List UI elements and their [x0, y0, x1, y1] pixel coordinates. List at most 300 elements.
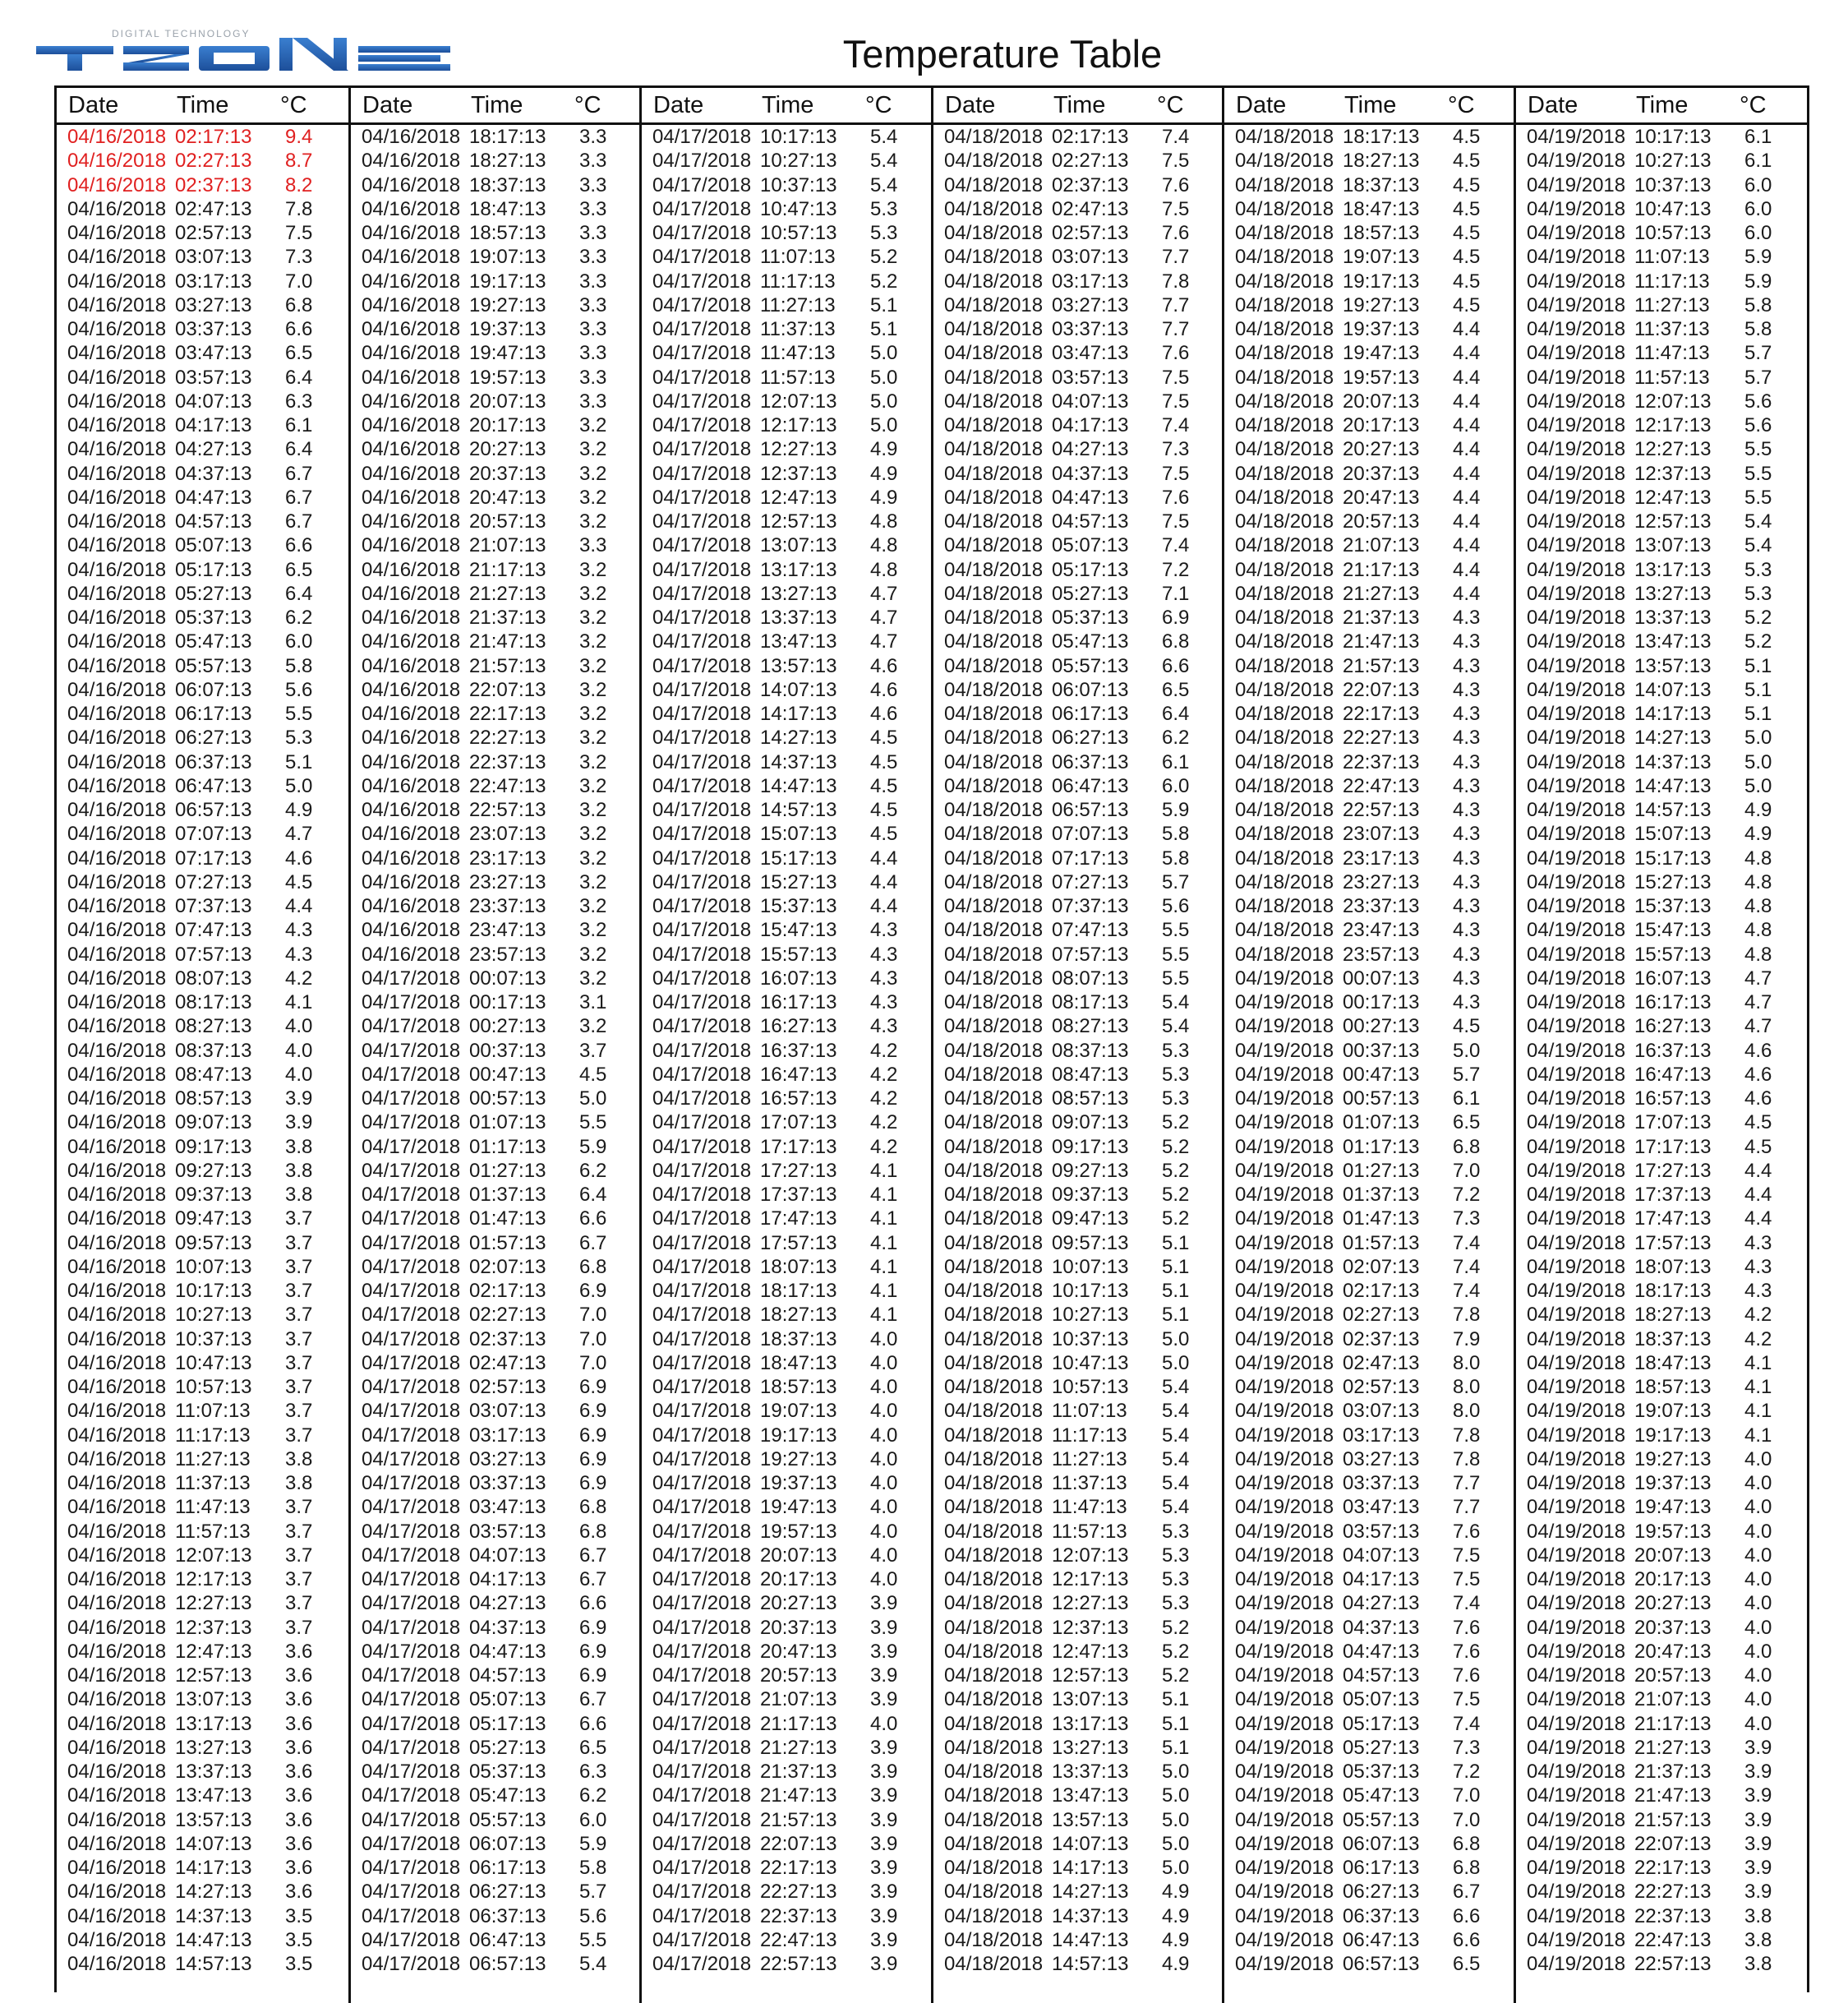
cell-date: 04/19/2018 — [1527, 150, 1626, 173]
cell-temp: 3.3 — [579, 246, 607, 269]
cell-date: 04/19/2018 — [1235, 1231, 1334, 1254]
cell-temp: 3.2 — [579, 1015, 607, 1038]
cell-time: 14:57:13 — [760, 799, 837, 821]
cell-date: 04/17/2018 — [652, 462, 752, 485]
cell-time: 19:07:13 — [760, 1400, 837, 1423]
table-row — [1516, 1640, 1807, 1664]
table-row — [933, 1110, 1223, 1134]
cell-date: 04/16/2018 — [67, 703, 167, 725]
cell-date: 04/19/2018 — [1235, 1664, 1334, 1687]
cell-temp: 4.2 — [870, 1039, 898, 1062]
table-row — [1516, 1567, 1807, 1591]
table-row — [1224, 822, 1514, 846]
cell-date: 04/16/2018 — [67, 823, 167, 846]
cell-date: 04/18/2018 — [1235, 126, 1334, 148]
table-row — [933, 1520, 1223, 1544]
cell-date: 04/16/2018 — [67, 1881, 167, 1904]
cell-date: 04/16/2018 — [67, 991, 167, 1013]
table-row — [933, 1784, 1223, 1807]
cell-date: 04/16/2018 — [67, 1400, 167, 1423]
cell-time: 14:57:13 — [1052, 1953, 1129, 1975]
cell-temp: 3.8 — [285, 1472, 313, 1494]
cell-time: 22:57:13 — [469, 799, 546, 821]
cell-date: 04/16/2018 — [67, 870, 167, 893]
table-row — [351, 1327, 640, 1351]
cell-date: 04/18/2018 — [944, 1255, 1044, 1278]
table-row — [642, 1591, 931, 1615]
cell-date: 04/17/2018 — [652, 1808, 752, 1831]
table-row — [57, 1471, 348, 1495]
cell-date: 04/16/2018 — [67, 1159, 167, 1182]
table-row — [57, 125, 348, 149]
cell-time: 01:27:13 — [1343, 1159, 1420, 1182]
cell-time: 06:37:13 — [1052, 750, 1129, 773]
cell-temp: 5.3 — [1744, 582, 1772, 605]
cell-temp: 7.6 — [1453, 1640, 1481, 1663]
table-row — [933, 750, 1223, 774]
cell-time: 07:57:13 — [1052, 943, 1129, 966]
cell-time: 04:57:13 — [1052, 510, 1129, 533]
cell-temp: 7.6 — [1453, 1664, 1481, 1687]
cell-date: 04/19/2018 — [1527, 654, 1626, 677]
cell-date: 04/16/2018 — [362, 607, 461, 629]
cell-time: 07:47:13 — [175, 919, 252, 942]
cell-temp: 3.6 — [285, 1712, 313, 1735]
cell-temp: 3.2 — [579, 895, 607, 917]
cell-temp: 7.4 — [1453, 1280, 1481, 1302]
cell-temp: 3.3 — [579, 318, 607, 340]
header-time: Time — [471, 92, 523, 118]
cell-time: 19:37:13 — [1343, 318, 1420, 340]
table-row — [1224, 967, 1514, 990]
cell-time: 19:47:13 — [1634, 1496, 1712, 1519]
cell-time: 20:17:13 — [1343, 414, 1420, 436]
table-row — [57, 967, 348, 990]
table-row — [1516, 1616, 1807, 1640]
table-row — [642, 1303, 931, 1327]
cell-date: 04/19/2018 — [1235, 967, 1334, 990]
cell-time: 04:37:13 — [1343, 1616, 1420, 1639]
table-row — [351, 702, 640, 726]
cell-time: 14:47:13 — [760, 774, 837, 797]
table-row — [351, 1591, 640, 1615]
cell-date: 04/18/2018 — [944, 414, 1044, 436]
table-row — [1516, 1495, 1807, 1519]
cell-time: 19:57:13 — [469, 366, 546, 389]
table-row — [57, 221, 348, 245]
cell-time: 14:27:13 — [1052, 1881, 1129, 1904]
cell-date: 04/17/2018 — [652, 1231, 752, 1254]
table-row — [351, 1616, 640, 1640]
table-row — [57, 1014, 348, 1038]
cell-time: 23:17:13 — [1343, 847, 1420, 870]
cell-time: 19:37:13 — [760, 1472, 837, 1494]
cell-time: 03:07:13 — [469, 1400, 546, 1423]
cell-date: 04/17/2018 — [362, 1664, 461, 1687]
cell-temp: 6.7 — [285, 510, 313, 533]
cell-temp: 4.3 — [1744, 1280, 1772, 1302]
cell-time: 04:37:13 — [469, 1616, 546, 1639]
cell-date: 04/17/2018 — [362, 1424, 461, 1447]
cell-temp: 4.5 — [1744, 1135, 1772, 1158]
cell-temp: 6.7 — [579, 1231, 607, 1254]
table-row — [933, 1567, 1223, 1591]
table-row — [351, 1183, 640, 1207]
cell-date: 04/17/2018 — [652, 727, 752, 750]
table-row — [933, 197, 1223, 221]
cell-date: 04/17/2018 — [652, 1327, 752, 1350]
table-row — [642, 967, 931, 990]
cell-time: 20:17:13 — [1634, 1568, 1712, 1590]
cell-date: 04/16/2018 — [362, 847, 461, 870]
table-row — [351, 1495, 640, 1519]
cell-time: 22:47:13 — [760, 1928, 837, 1951]
table-row — [57, 197, 348, 221]
cell-temp: 4.3 — [1453, 870, 1481, 893]
cell-temp: 3.2 — [579, 558, 607, 581]
cell-time: 17:27:13 — [760, 1159, 837, 1182]
table-row — [351, 870, 640, 894]
cell-temp: 5.3 — [870, 222, 898, 244]
cell-time: 12:17:13 — [1634, 414, 1712, 436]
cell-time: 05:57:13 — [1052, 654, 1129, 677]
cell-time: 06:47:13 — [1343, 1928, 1420, 1951]
table-row — [1516, 1159, 1807, 1183]
table-row — [1224, 1014, 1514, 1038]
table-row — [933, 1255, 1223, 1279]
cell-time: 06:47:13 — [175, 774, 252, 797]
cell-time: 04:17:13 — [1343, 1568, 1420, 1590]
cell-time: 02:17:13 — [469, 1280, 546, 1302]
cell-temp: 4.9 — [1744, 799, 1772, 821]
cell-date: 04/19/2018 — [1527, 991, 1626, 1013]
cell-date: 04/18/2018 — [1235, 150, 1334, 173]
cell-date: 04/16/2018 — [362, 173, 461, 196]
cell-date: 04/17/2018 — [362, 1592, 461, 1615]
table-row — [933, 1712, 1223, 1736]
cell-temp: 4.4 — [1453, 558, 1481, 581]
cell-date: 04/18/2018 — [1235, 870, 1334, 893]
cell-temp: 7.4 — [1453, 1592, 1481, 1615]
cell-temp: 3.8 — [285, 1159, 313, 1182]
table-row — [57, 1832, 348, 1856]
table-row — [1224, 245, 1514, 269]
cell-temp: 5.8 — [1744, 293, 1772, 316]
cell-time: 00:57:13 — [1343, 1087, 1420, 1110]
cell-time: 03:37:13 — [469, 1472, 546, 1494]
cell-date: 04/18/2018 — [944, 1280, 1044, 1302]
cell-time: 19:57:13 — [1634, 1520, 1712, 1543]
table-row — [57, 1039, 348, 1063]
table-row — [642, 1712, 931, 1736]
cell-temp: 6.2 — [1162, 727, 1190, 750]
table-row — [57, 822, 348, 846]
table-row — [351, 582, 640, 606]
table-row — [1224, 1135, 1514, 1159]
table-row — [57, 702, 348, 726]
cell-temp: 4.5 — [1453, 126, 1481, 148]
table-row — [933, 366, 1223, 390]
cell-temp: 3.9 — [1744, 1857, 1772, 1879]
cell-temp: 4.0 — [870, 1472, 898, 1494]
cell-time: 11:57:13 — [1634, 366, 1710, 389]
cell-time: 20:47:13 — [1634, 1640, 1712, 1663]
cell-temp: 3.2 — [579, 870, 607, 893]
table-row — [1516, 1039, 1807, 1063]
cell-date: 04/17/2018 — [652, 1904, 752, 1927]
cell-time: 03:27:13 — [1343, 1447, 1420, 1470]
table-row — [933, 1014, 1223, 1038]
table-row — [1516, 510, 1807, 533]
table-row — [1516, 1736, 1807, 1760]
cell-temp: 6.6 — [1453, 1904, 1481, 1927]
cell-temp: 4.3 — [870, 967, 898, 990]
cell-temp: 4.1 — [870, 1207, 898, 1230]
cell-time: 11:07:13 — [1634, 246, 1710, 269]
cell-time: 05:17:13 — [469, 1712, 546, 1735]
cell-time: 22:17:13 — [760, 1857, 837, 1879]
cell-time: 19:27:13 — [1343, 293, 1420, 316]
table-row — [351, 726, 640, 750]
table-row — [351, 1712, 640, 1736]
cell-temp: 3.2 — [579, 774, 607, 797]
cell-time: 14:37:13 — [1634, 750, 1712, 773]
cell-time: 10:37:13 — [1052, 1327, 1129, 1350]
cell-temp: 7.4 — [1453, 1255, 1481, 1278]
cell-date: 04/17/2018 — [362, 1520, 461, 1543]
table-row — [351, 1014, 640, 1038]
table-row — [1224, 1399, 1514, 1423]
cell-temp: 4.4 — [285, 895, 313, 917]
table-row — [1224, 1664, 1514, 1687]
cell-temp: 5.1 — [1162, 1736, 1190, 1759]
cell-time: 06:07:13 — [175, 678, 252, 701]
cell-time: 08:27:13 — [1052, 1015, 1129, 1038]
table-row — [1224, 1760, 1514, 1784]
table-row — [1224, 1039, 1514, 1063]
cell-date: 04/18/2018 — [944, 1568, 1044, 1590]
table-row — [933, 125, 1223, 149]
cell-temp: 3.5 — [285, 1928, 313, 1951]
cell-temp: 7.6 — [1162, 222, 1190, 244]
cell-time: 04:07:13 — [175, 390, 252, 413]
cell-temp: 4.9 — [1162, 1881, 1190, 1904]
table-row — [1516, 702, 1807, 726]
table-row — [57, 1880, 348, 1904]
cell-temp: 4.0 — [1744, 1520, 1772, 1543]
table-row — [642, 462, 931, 486]
cell-date: 04/16/2018 — [67, 1664, 167, 1687]
table-row — [1224, 606, 1514, 630]
cell-temp: 3.3 — [579, 222, 607, 244]
cell-time: 01:07:13 — [469, 1111, 546, 1134]
cell-temp: 4.4 — [1453, 534, 1481, 557]
table-row — [351, 774, 640, 798]
cell-date: 04/16/2018 — [67, 366, 167, 389]
cell-temp: 7.0 — [579, 1304, 607, 1327]
cell-date: 04/18/2018 — [944, 919, 1044, 942]
cell-temp: 6.6 — [1453, 1928, 1481, 1951]
cell-date: 04/18/2018 — [1235, 654, 1334, 677]
cell-time: 04:17:13 — [1052, 414, 1129, 436]
cell-temp: 4.4 — [1453, 342, 1481, 365]
table-row — [933, 1544, 1223, 1567]
table-row — [1224, 1471, 1514, 1495]
cell-date: 04/16/2018 — [67, 1327, 167, 1350]
cell-date: 04/18/2018 — [1235, 222, 1334, 244]
cell-date: 04/18/2018 — [944, 342, 1044, 365]
cell-temp: 7.4 — [1162, 126, 1190, 148]
table-row — [57, 390, 348, 413]
tzone-wordmark-icon — [36, 38, 452, 74]
table-row — [351, 293, 640, 317]
cell-date: 04/18/2018 — [1235, 799, 1334, 821]
cell-time: 11:47:13 — [760, 342, 836, 365]
cell-temp: 3.6 — [285, 1664, 313, 1687]
cell-date: 04/17/2018 — [362, 1087, 461, 1110]
cell-date: 04/16/2018 — [67, 1280, 167, 1302]
table-row — [933, 1447, 1223, 1471]
cell-time: 21:17:13 — [469, 558, 546, 581]
cell-date: 04/18/2018 — [944, 1664, 1044, 1687]
table-row — [57, 943, 348, 967]
table-row — [933, 798, 1223, 822]
cell-temp: 7.2 — [1162, 558, 1190, 581]
cell-temp: 7.0 — [579, 1351, 607, 1374]
cell-date: 04/18/2018 — [944, 173, 1044, 196]
table-row — [351, 510, 640, 533]
cell-time: 23:17:13 — [469, 847, 546, 870]
cell-temp: 4.6 — [1744, 1039, 1772, 1062]
cell-temp: 3.3 — [579, 390, 607, 413]
table-row — [351, 245, 640, 269]
cell-temp: 5.1 — [1744, 654, 1772, 677]
cell-date: 04/19/2018 — [1235, 1568, 1334, 1590]
cell-temp: 5.6 — [1162, 895, 1190, 917]
cell-temp: 7.3 — [1162, 438, 1190, 461]
cell-temp: 6.0 — [1744, 173, 1772, 196]
header-date: Date — [362, 92, 413, 118]
cell-temp: 5.6 — [1744, 390, 1772, 413]
cell-temp: 4.3 — [1744, 1231, 1772, 1254]
cell-date: 04/16/2018 — [362, 390, 461, 413]
cell-time: 14:17:13 — [175, 1857, 252, 1879]
cell-date: 04/16/2018 — [362, 150, 461, 173]
cell-time: 06:27:13 — [1343, 1881, 1420, 1904]
cell-date: 04/17/2018 — [362, 1544, 461, 1567]
cell-date: 04/18/2018 — [1235, 607, 1334, 629]
cell-time: 13:07:13 — [1634, 534, 1712, 557]
cell-time: 05:47:13 — [1343, 1784, 1420, 1807]
cell-temp: 4.0 — [870, 1447, 898, 1470]
cell-temp: 4.0 — [870, 1712, 898, 1735]
cell-time: 12:57:13 — [175, 1664, 252, 1687]
cell-temp: 3.2 — [579, 462, 607, 485]
cell-temp: 5.4 — [870, 126, 898, 148]
cell-time: 15:27:13 — [1634, 870, 1712, 893]
cell-temp: 3.9 — [1744, 1736, 1772, 1759]
cell-temp: 6.9 — [579, 1424, 607, 1447]
cell-date: 04/18/2018 — [944, 607, 1044, 629]
table-row — [1224, 1183, 1514, 1207]
table-row — [351, 1375, 640, 1399]
cell-temp: 5.7 — [1162, 870, 1190, 893]
table-row — [57, 1664, 348, 1687]
cell-time: 12:47:13 — [175, 1640, 252, 1663]
cell-time: 20:37:13 — [1634, 1616, 1712, 1639]
cell-temp: 7.1 — [1162, 582, 1190, 605]
cell-temp: 6.2 — [579, 1159, 607, 1182]
cell-temp: 5.1 — [285, 750, 313, 773]
cell-time: 03:17:13 — [1343, 1424, 1420, 1447]
cell-temp: 4.4 — [870, 895, 898, 917]
cell-temp: 3.2 — [579, 799, 607, 821]
cell-date: 04/17/2018 — [652, 1544, 752, 1567]
cell-time: 10:47:13 — [175, 1351, 252, 1374]
cell-time: 02:57:13 — [1343, 1376, 1420, 1398]
table-row — [1516, 1904, 1807, 1928]
cell-temp: 5.9 — [1744, 246, 1772, 269]
table-row — [642, 533, 931, 557]
temperature-table — [54, 85, 1809, 1992]
cell-temp: 4.8 — [870, 510, 898, 533]
cell-temp: 4.0 — [285, 1039, 313, 1062]
cell-temp: 5.8 — [285, 654, 313, 677]
cell-temp: 4.0 — [870, 1568, 898, 1590]
table-row — [1224, 1110, 1514, 1134]
table-row — [1516, 1471, 1807, 1495]
cell-temp: 4.3 — [285, 919, 313, 942]
cell-time: 12:47:13 — [1052, 1640, 1129, 1663]
cell-temp: 6.3 — [579, 1761, 607, 1783]
cell-temp: 7.6 — [1162, 342, 1190, 365]
cell-time: 11:37:13 — [760, 318, 836, 340]
cell-date: 04/17/2018 — [362, 1015, 461, 1038]
table-row — [933, 1159, 1223, 1183]
cell-time: 21:07:13 — [1634, 1688, 1712, 1711]
table-row — [57, 149, 348, 173]
table-row — [1516, 197, 1807, 221]
cell-date: 04/19/2018 — [1527, 1087, 1626, 1110]
cell-time: 00:37:13 — [469, 1039, 546, 1062]
cell-date: 04/17/2018 — [362, 1688, 461, 1711]
cell-temp: 5.1 — [1162, 1712, 1190, 1735]
table-row — [1224, 1784, 1514, 1807]
cell-date: 04/18/2018 — [1235, 438, 1334, 461]
cell-date: 04/19/2018 — [1527, 534, 1626, 557]
cell-temp: 3.2 — [579, 919, 607, 942]
table-row — [351, 1087, 640, 1110]
table-row — [57, 173, 348, 197]
cell-temp: 4.5 — [870, 774, 898, 797]
cell-time: 18:47:13 — [1634, 1351, 1712, 1374]
cell-time: 09:07:13 — [1052, 1111, 1129, 1134]
table-row — [351, 990, 640, 1014]
cell-date: 04/16/2018 — [362, 222, 461, 244]
table-row — [1224, 750, 1514, 774]
cell-date: 04/19/2018 — [1235, 1400, 1334, 1423]
table-row — [57, 847, 348, 870]
table-row — [351, 1687, 640, 1711]
cell-time: 21:47:13 — [1343, 630, 1420, 653]
table-row — [642, 1255, 931, 1279]
cell-temp: 5.2 — [1162, 1184, 1190, 1206]
cell-date: 04/17/2018 — [652, 678, 752, 701]
cell-time: 06:17:13 — [1343, 1857, 1420, 1879]
table-row — [57, 317, 348, 341]
cell-time: 13:57:13 — [175, 1808, 252, 1831]
table-row — [1516, 798, 1807, 822]
